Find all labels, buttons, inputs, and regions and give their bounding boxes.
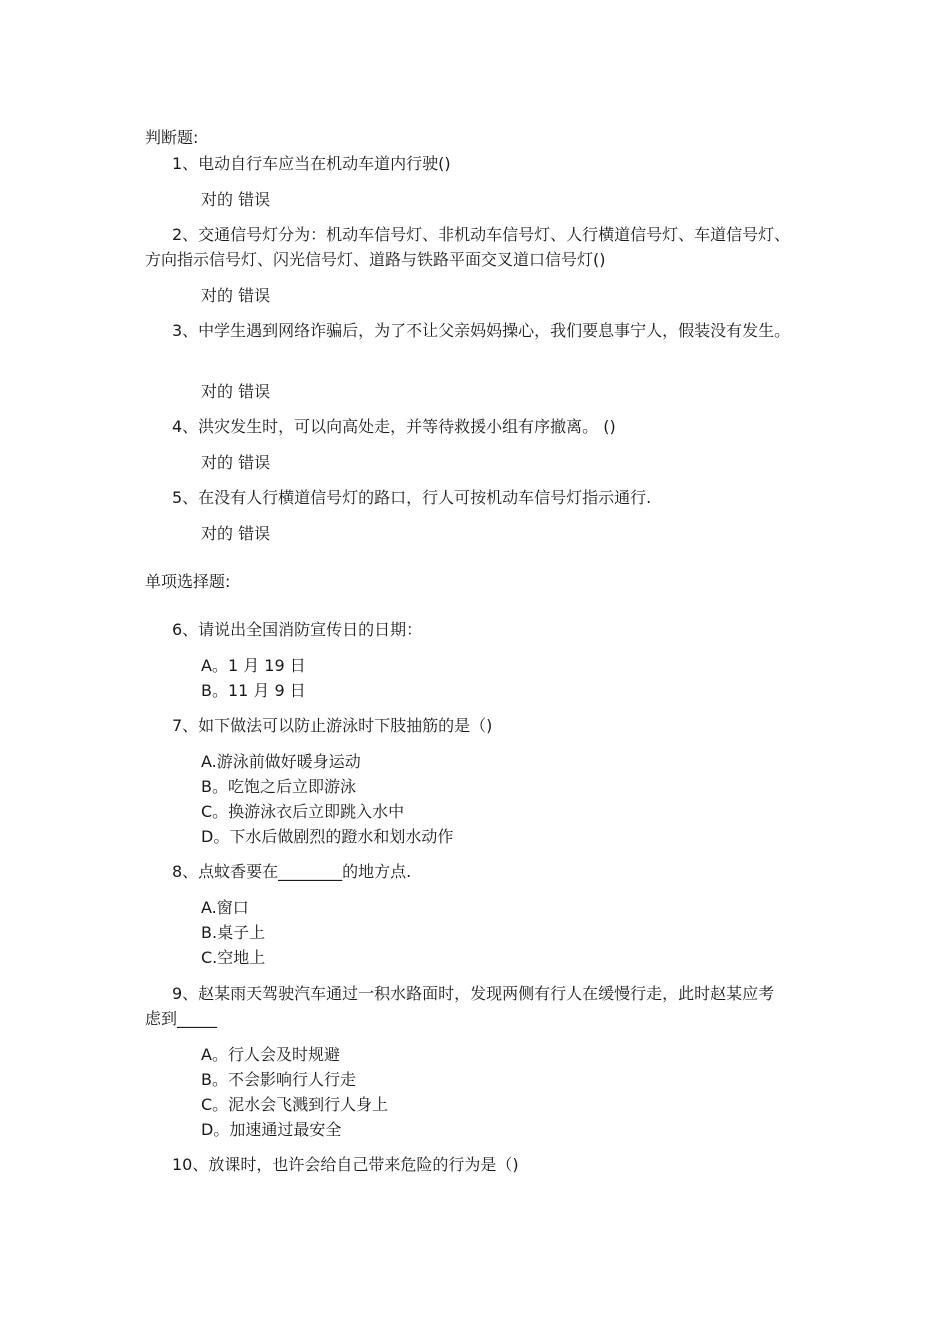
option-7d: D。下水后做剧烈的蹬水和划水动作 bbox=[201, 827, 454, 846]
question-8: 8、点蚊香要在________的地方点. bbox=[172, 862, 412, 881]
option-9a: A。行人会及时规避 bbox=[201, 1045, 340, 1064]
answer-options-2: 对的 错误 bbox=[201, 286, 271, 305]
question-10: 10、放课时，也许会给自己带来危险的行为是（) bbox=[172, 1155, 519, 1174]
section-title-judgment: 判断题: bbox=[145, 128, 199, 147]
question-1: 1、电动自行车应当在机动车道内行驶() bbox=[172, 154, 451, 173]
question-9-line-1: 9、赵某雨天驾驶汽车通过一积水路面时，发现两侧有行人在缓慢行走，此时赵某应考 bbox=[172, 984, 775, 1003]
option-9d: D。加速通过最安全 bbox=[201, 1120, 342, 1139]
question-4: 4、洪灾发生时，可以向高处走，并等待救援小组有序撤离。 () bbox=[172, 417, 616, 436]
option-8c: C.空地上 bbox=[201, 948, 266, 967]
option-6b: B。11 月 9 日 bbox=[201, 681, 306, 700]
answer-options-5: 对的 错误 bbox=[201, 524, 271, 543]
question-3: 3、中学生遇到网络诈骗后，为了不让父亲妈妈操心，我们要息事宁人，假装没有发生。 bbox=[172, 321, 791, 340]
option-9c: C。泥水会飞溅到行人身上 bbox=[201, 1095, 389, 1114]
option-6a: A。1 月 19 日 bbox=[201, 656, 306, 675]
answer-options-4: 对的 错误 bbox=[201, 453, 271, 472]
question-9-line-2: 虑到_____ bbox=[145, 1009, 218, 1028]
option-8b: B.桌子上 bbox=[201, 923, 266, 942]
question-2-line-2: 方向指示信号灯、闪光信号灯、道路与铁路平面交叉道口信号灯() bbox=[145, 250, 606, 269]
option-8a: A.窗口 bbox=[201, 898, 249, 917]
option-7b: B。吃饱之后立即游泳 bbox=[201, 777, 356, 796]
question-6: 6、请说出全国消防宣传日的日期： bbox=[172, 620, 423, 639]
section-title-choice: 单项选择题: bbox=[145, 572, 231, 591]
option-7a: A.游泳前做好暖身运动 bbox=[201, 752, 361, 771]
option-9b: B。不会影响行人行走 bbox=[201, 1070, 356, 1089]
question-7: 7、如下做法可以防止游泳时下肢抽筋的是（) bbox=[172, 716, 493, 735]
question-2-line-1: 2、交通信号灯分为：机动车信号灯、非机动车信号灯、人行横道信号灯、车道信号灯、 bbox=[172, 225, 791, 244]
option-7c: C。换游泳衣后立即跳入水中 bbox=[201, 802, 405, 821]
answer-options-1: 对的 错误 bbox=[201, 190, 271, 209]
question-5: 5、在没有人行横道信号灯的路口，行人可按机动车信号灯指示通行. bbox=[172, 488, 652, 507]
answer-options-3: 对的 错误 bbox=[201, 382, 271, 401]
